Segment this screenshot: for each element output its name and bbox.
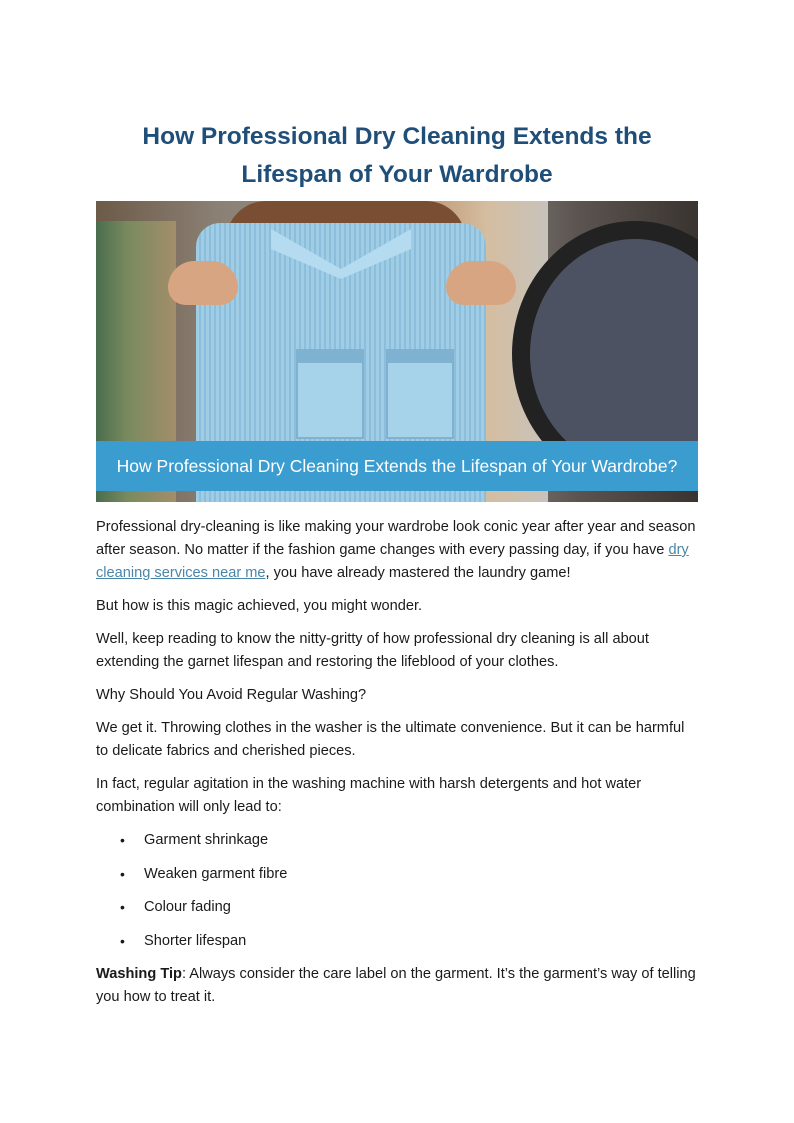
shirt-pocket-left [296,349,364,439]
hand-left [168,261,238,305]
list-item: • Garment shrinkage [96,829,698,852]
section-heading: Why Should You Avoid Regular Washing? [96,687,367,703]
hero-image [96,201,698,502]
paragraph: We get it. Throwing clothes in the washer is the ultimate convenience. But it can be harmful to delicate fabrics and cherished pieces. [96,720,685,759]
bullet-icon: • [120,932,125,949]
page-title: How Professional Dry Cleaning Extends the Lifespan of Your Wardrobe [142,123,652,188]
paragraph: In fact, regular agitation in the washing machine with harsh detergents and hot water combination will only lead to: [96,776,642,815]
list-item: • Shorter lifespan [96,930,698,953]
bullet-icon: • [120,899,125,915]
bullet-icon: • [120,865,125,882]
dry-cleaning-link[interactable]: dry cleaning services near me [96,542,689,581]
paragraph: Well, keep reading to know the nitty-gritty of how professional dry cleaning is all about extending the garnet lifespan and restoring the lifeblood of your clothes. [96,631,649,670]
shirt-pocket-right [386,349,454,439]
effects-list [96,829,698,953]
bullet-icon: • [120,832,125,848]
intro-paragraph [96,516,698,585]
tip-label: Washing Tip [96,966,182,982]
tip-text: : Always consider the care label on the garment. It’s the garment’s way of telling you how to treat it. [96,966,696,1005]
list-item: • Weaken garment fibre [96,863,698,886]
washing-tip [96,963,698,1009]
document-page [96,118,698,1019]
list-item: • Colour fading [96,896,698,919]
article-body [96,516,698,1009]
intro-text-end: , you have already mastered the laundry game! [265,565,571,581]
paragraph: But how is this magic achieved, you might wonder. [96,598,423,614]
intro-text: Professional dry-cleaning is like making your wardrobe look conic year after year and season after season. No matter if the fashion game changes with every passing day, if you have [96,519,696,558]
hand-right [446,261,516,305]
hero-banner: How Professional Dry Cleaning Extends the Lifespan of Your Wardrobe? [96,441,698,491]
